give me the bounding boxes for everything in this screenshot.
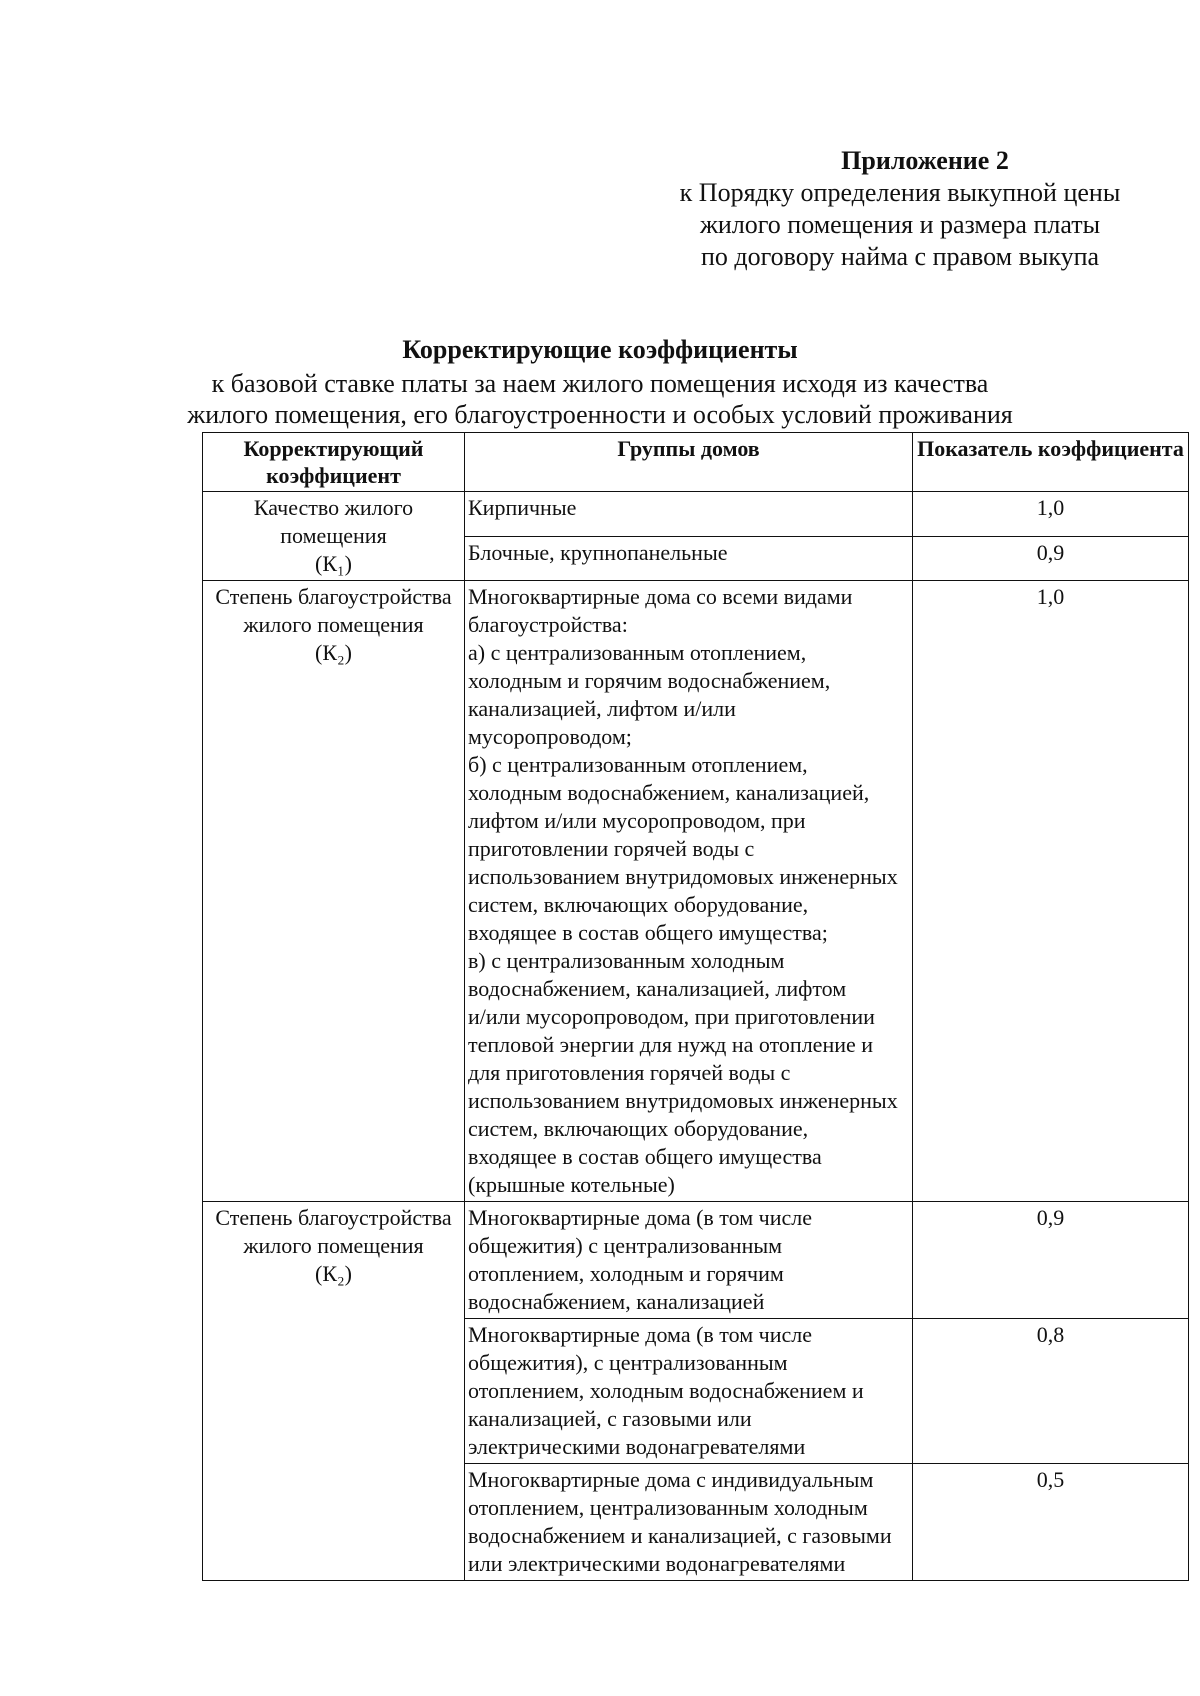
- group-line: в) с централизованным холодным: [468, 948, 785, 973]
- group-line: использованием внутридомовых инженерных: [468, 1088, 898, 1113]
- coefficient-cell: [203, 1202, 465, 1581]
- coefficient-value: 0,9: [913, 536, 1189, 581]
- group-line: Многоквартирные дома с индивидуальным: [468, 1467, 874, 1492]
- group-line: лифтом и/или мусоропроводом, при: [468, 808, 806, 833]
- group-line: водоснабжением, канализацией: [468, 1289, 765, 1314]
- group-line: использованием внутридомовых инженерных: [468, 864, 898, 889]
- group-line: общежития) с централизованным: [468, 1233, 783, 1258]
- group-line: канализацией, лифтом и/или: [468, 696, 736, 721]
- group-line: Кирпичные: [468, 495, 577, 520]
- group-cell: [465, 1319, 913, 1464]
- group-line: входящее в состав общего имущества: [468, 1144, 822, 1169]
- table-row: [203, 1202, 1189, 1319]
- group-line: систем, включающих оборудование,: [468, 1116, 809, 1141]
- coefficient-line: Степень благоустройства: [215, 1205, 452, 1230]
- coefficient-cell: [203, 581, 465, 1202]
- coefficient-line: (К₂): [315, 640, 352, 665]
- appendix-line: по договору найма с правом выкупа: [700, 242, 1100, 271]
- group-line: мусоропроводом;: [468, 724, 632, 749]
- coefficient-value: 1,0: [913, 492, 1189, 537]
- coefficient-value: 0,9: [913, 1202, 1189, 1319]
- coefficient-cell: [203, 492, 465, 581]
- group-line: систем, включающих оборудование,: [468, 892, 809, 917]
- group-line: отоплением, централизованным холодным: [468, 1495, 868, 1520]
- appendix-block: [600, 145, 1200, 273]
- group-line: Многоквартирные дома (в том числе: [468, 1322, 812, 1347]
- coefficient-line: помещения: [280, 523, 387, 548]
- header-value: Показатель коэффициента: [913, 433, 1189, 492]
- group-cell: [465, 581, 913, 1202]
- group-line: Блочные, крупнопанельные: [468, 539, 728, 565]
- coefficient-line: Качество жилого: [253, 495, 414, 520]
- group-line: (крышные котельные): [468, 1172, 675, 1197]
- group-line: канализацией, с газовыми или: [468, 1406, 752, 1431]
- group-line: водоснабжением и канализацией, с газовыми: [468, 1523, 892, 1548]
- group-line: общежития), с централизованным: [468, 1350, 788, 1375]
- group-line: или электрическими водонагревателями: [468, 1551, 846, 1576]
- group-line: отоплением, холодным водоснабжением и: [468, 1378, 864, 1403]
- group-line: холодным водоснабжением, канализацией,: [468, 780, 870, 805]
- table-header-row: [203, 433, 1189, 492]
- table-row: [203, 492, 1189, 537]
- group-line: холодным и горячим водоснабжением,: [468, 668, 831, 693]
- group-cell: [465, 1464, 913, 1581]
- group-cell: [465, 492, 913, 537]
- appendix-line: жилого помещения и размера платы: [699, 210, 1101, 239]
- group-line: Многоквартирные дома (в том числе: [468, 1205, 812, 1230]
- coefficient-line: Степень благоустройства: [215, 584, 452, 609]
- group-line: электрическими водонагревателями: [468, 1434, 806, 1459]
- header-coefficient: Корректирующий коэффициент: [203, 433, 465, 492]
- appendix-line: к Порядку определения выкупной цены: [679, 178, 1121, 207]
- group-line: и/или мусоропроводом, при приготовлении: [468, 1004, 875, 1029]
- header-groups: Группы домов: [465, 433, 913, 492]
- coefficient-line: (К₂): [315, 1261, 352, 1286]
- coefficient-value: 1,0: [913, 581, 1189, 1202]
- group-cell: [465, 1202, 913, 1319]
- group-line: для приготовления горячей воды с: [468, 1060, 791, 1085]
- coefficient-value: 0,5: [913, 1464, 1189, 1581]
- coefficient-line: жилого помещения: [243, 612, 424, 637]
- document-title: Корректирующие коэффициенты: [402, 335, 798, 364]
- group-line: Многоквартирные дома со всеми видами: [468, 584, 853, 609]
- subtitle-line: жилого помещения, его благоустроенности и особых условий проживания: [187, 400, 1013, 429]
- coefficients-table: [202, 432, 1189, 1581]
- coefficient-line: (К₁): [315, 551, 352, 576]
- appendix-label: Приложение 2: [841, 146, 1009, 175]
- group-line: приготовлении горячей воды с: [468, 836, 755, 861]
- group-line: тепловой энергии для нужд на отопление и: [468, 1032, 874, 1057]
- group-line: благоустройства:: [468, 612, 628, 637]
- group-cell: [465, 536, 913, 581]
- group-line: а) с централизованным отоплением,: [468, 640, 807, 665]
- table-row: [203, 581, 1189, 1202]
- coefficient-line: жилого помещения: [243, 1233, 424, 1258]
- group-line: отоплением, холодным и горячим: [468, 1261, 784, 1286]
- group-line: б) с централизованным отоплением,: [468, 752, 808, 777]
- document-subtitle: [150, 368, 1050, 430]
- subtitle-line: к базовой ставке платы за наем жилого помещения исходя из качества: [211, 369, 989, 398]
- coefficient-value: 0,8: [913, 1319, 1189, 1464]
- table-body: [203, 492, 1189, 1581]
- group-line: входящее в состав общего имущества;: [468, 920, 828, 945]
- group-line: водоснабжением, канализацией, лифтом: [468, 976, 847, 1001]
